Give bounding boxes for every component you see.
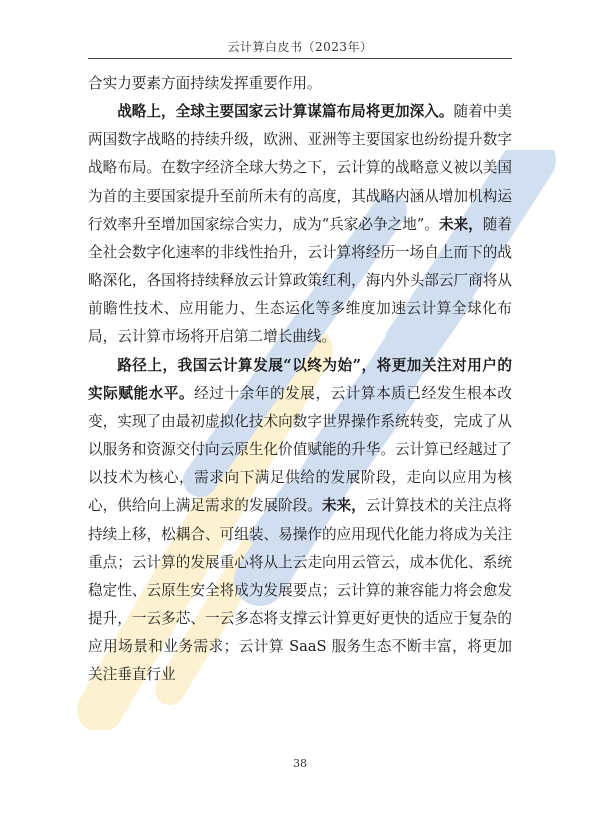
paragraph-2-run-2: 随着中美两国数字战略的持续升级，欧洲、亚洲等主要国家也纷纷提升数字战略布局。在数字经济全球大势之下，云计算的战略意义被以美国为首的主要国家提升至前所未有的高度，其战略内涵从增加机构运行效率升至增加国家综合实力，成为“兵家必争之地”。 xyxy=(88,103,512,233)
paragraph-2-run-4: 随着全社会数字化速率的非线性抬升，云计算将经历一场自上而下的战略深化，各国将持续释放云计算政策红利，海内外头部云厂商将从前瞻性技术、应用能力、生态运化等多维度加速云计算全球化布局，云计算市场将开启第二增长曲线。 xyxy=(88,215,512,346)
paragraph-2 xyxy=(88,98,512,351)
paragraph-1 xyxy=(88,70,512,98)
paragraph-3 xyxy=(88,352,512,690)
paragraph-3-future-label: 未来， xyxy=(321,497,366,515)
body-text xyxy=(88,70,512,689)
paragraph-2-heading: 战略上，全球主要国家云计算谋篇布局将更加深入。 xyxy=(117,103,454,121)
paragraph-3-run-4: 云计算技术的关注点将持续上移，松耦合、可组装、易操作的应用现代化能力将成为关注重点；云计算的发展重心将从上云走向用云管云，成本优化、系统稳定性、云原生安全将成为发展要点；云计算的兼容能力将会愈发提升，一云多芯、一云多态将支撑云计算更好更快的适应于复杂的应用场景和业务需求；云计算 SaaS 服务生态不断丰富，将更加关注垂直行业 xyxy=(88,497,512,684)
paragraph-3-heading: 路径上，我国云计算发展“以终为始”，将更加关注对用户的实际赋能水平。 xyxy=(88,356,512,402)
paragraph-1-run-1: 合实力要素方面持续发挥重要作用。 xyxy=(88,75,322,92)
paragraph-3-run-2: 经过十余年的发展，云计算本质已经发生根本改变，实现了由最初虚拟化技术向数字世界操作系统转变，完成了从以服务和资源交付向云原生化价值赋能的升华。云计算已经越过了以技术为核心，需求向下满足供给的发展阶段，走向以应用为核心，供给向上满足需求的发展阶段。 xyxy=(88,384,512,515)
page-number: 38 xyxy=(293,757,307,770)
running-header: 云计算白皮书（2023年） xyxy=(227,40,373,54)
header-divider xyxy=(88,58,512,59)
paragraph-2-future-label: 未来， xyxy=(438,215,483,233)
